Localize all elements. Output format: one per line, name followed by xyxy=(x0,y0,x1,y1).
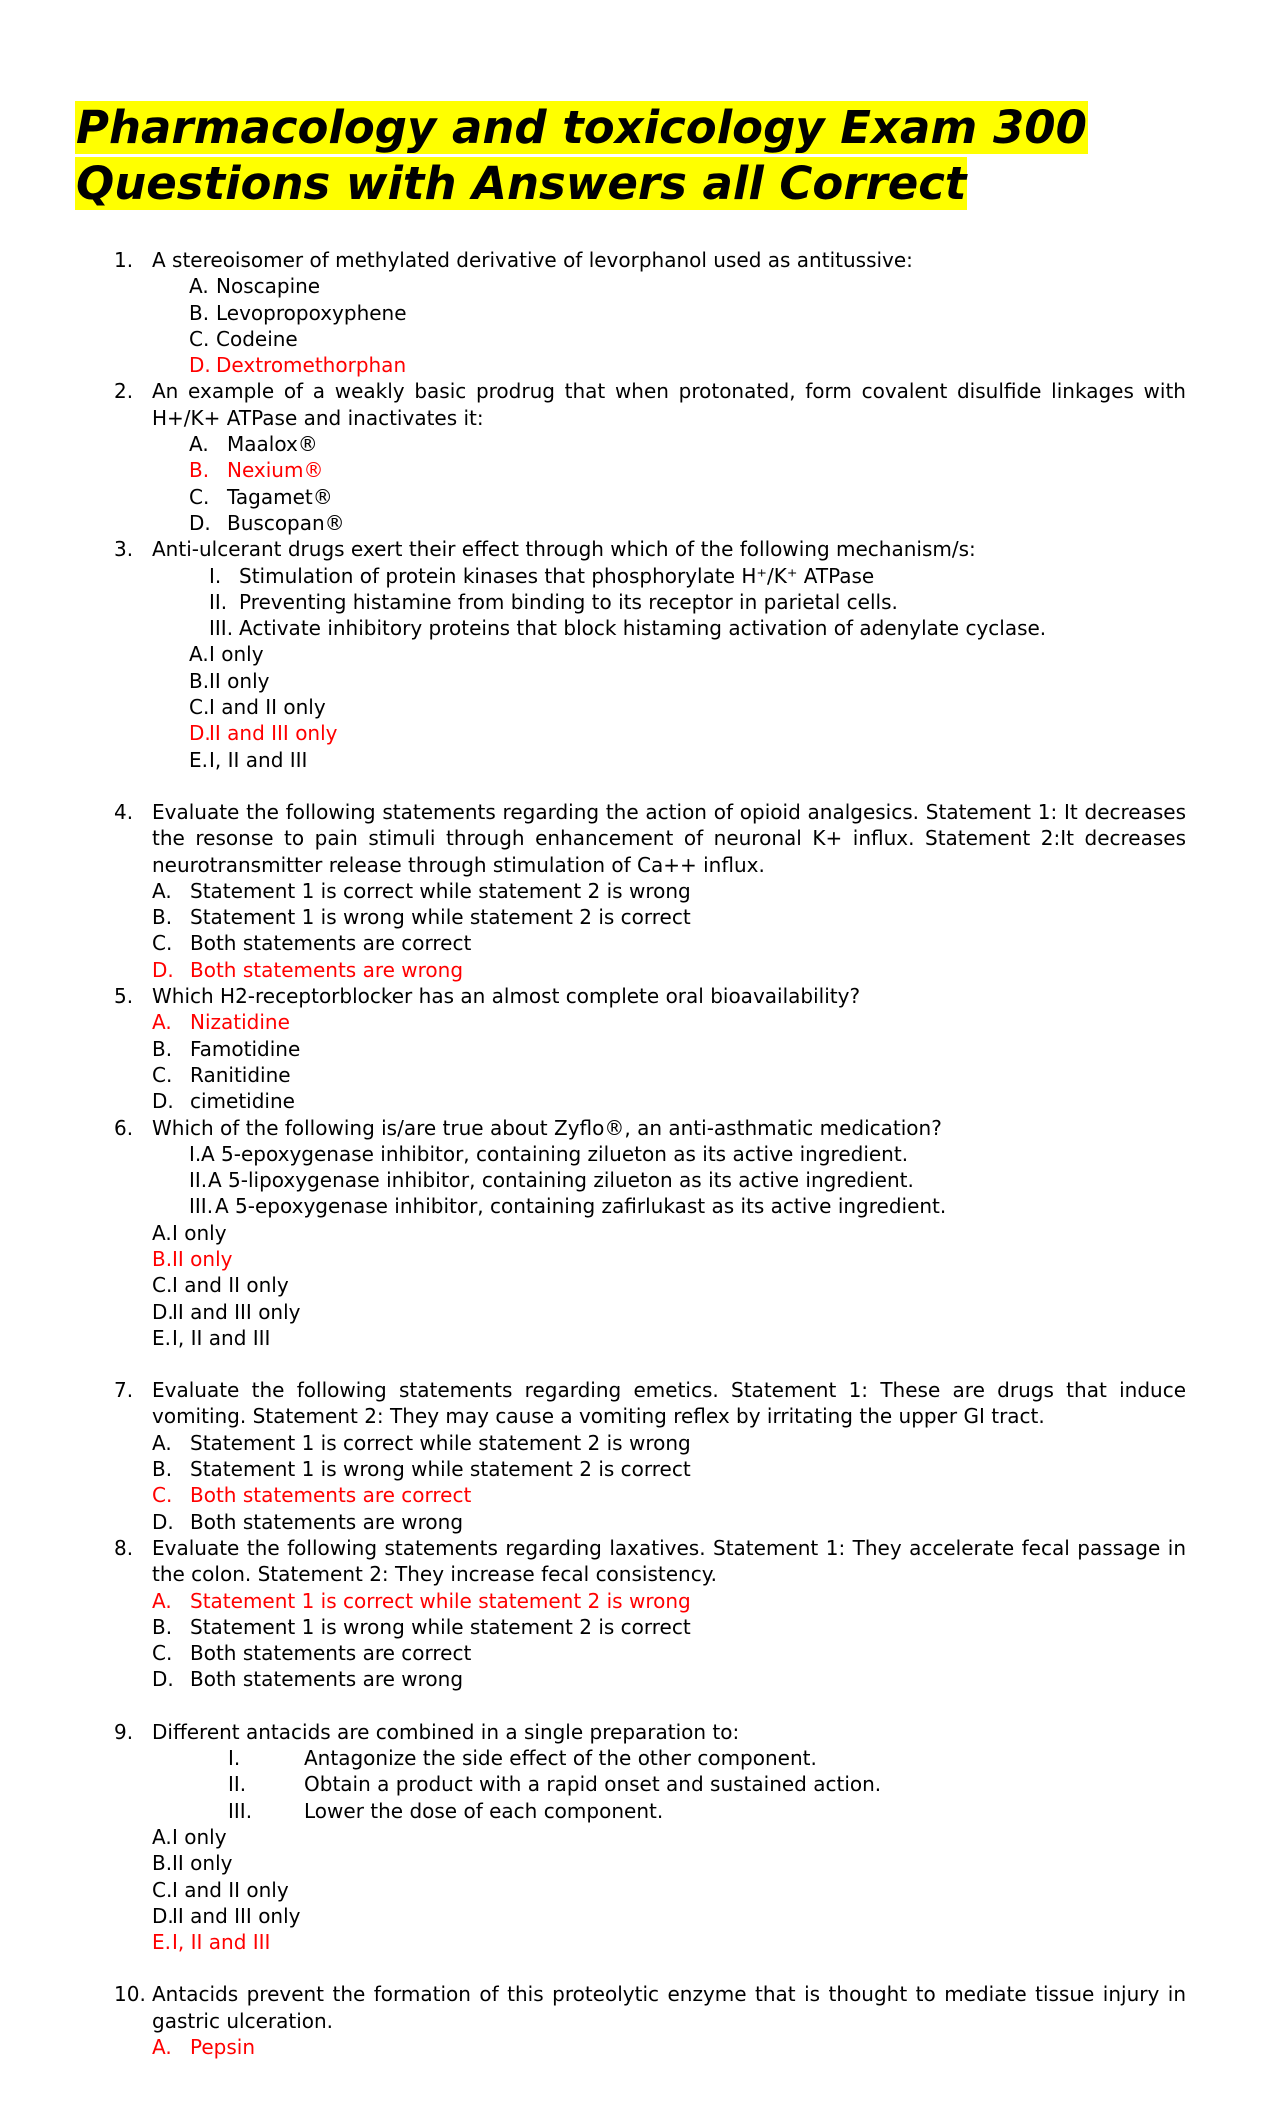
question-6 xyxy=(114,1115,1186,1352)
statement-ii: II. Obtain a product with a rapid onset and sustained action. xyxy=(228,1772,882,1797)
statement-ii: II.A 5-lipoxygenase inhibitor, containing zilueton as its active ingredient. xyxy=(189,1168,914,1193)
option-c-correct: C. Both statements are correct xyxy=(152,1483,472,1508)
question-number: 6. xyxy=(114,1115,134,1140)
question-list xyxy=(114,247,1186,2060)
option-e-correct: E.I, II and III xyxy=(152,1930,271,1955)
option-a-correct: A. Statement 1 is correct while statement 2 is wrong xyxy=(152,1588,691,1613)
question-3 xyxy=(114,536,1186,773)
option-a: A. Noscapine xyxy=(189,274,321,299)
question-text: Evaluate the following statements regarding laxatives. Statement 1: They accelerate fecal passage in the colon. Statement 2: They increase fecal consistency. xyxy=(152,1535,1186,1587)
option-c: C. Codeine xyxy=(189,326,298,351)
question-4 xyxy=(114,799,1186,983)
question-text: A stereoisomer of methylated derivative of levorphanol used as antitussive: xyxy=(152,248,913,272)
statement-ii: II. Preventing histamine from binding to its receptor in parietal cells. xyxy=(209,589,898,614)
question-number: 2. xyxy=(114,379,134,404)
question-text: An example of a weakly basic prodrug that when protonated, form covalent disulfide linkages with H+/K+ ATPase and inactivates it: xyxy=(152,379,1186,430)
option-a: A. Statement 1 is correct while statement 2 is wrong xyxy=(152,1430,691,1455)
option-c: C.I and II only xyxy=(152,1877,289,1902)
option-a-correct: A. Pepsin xyxy=(152,2035,255,2059)
statement-i: I.A 5-epoxygenase inhibitor, containing zilueton as its active ingredient. xyxy=(189,1141,909,1166)
question-number: 1. xyxy=(114,248,134,272)
question-number: 8. xyxy=(114,1535,134,1560)
question-5 xyxy=(114,983,1186,1114)
question-text: Which of the following is/are true about Zyflo®, an anti-asthmatic medication? xyxy=(152,1115,942,1140)
question-1 xyxy=(114,247,1186,378)
title-line-2: Questions with Answers all Correct xyxy=(76,157,967,210)
question-number: 4. xyxy=(114,799,134,824)
option-b: B. Levopropoxyphene xyxy=(189,300,407,325)
option-a: A. Statement 1 is correct while statement 2 is wrong xyxy=(152,878,691,903)
option-b: B.II only xyxy=(152,1851,233,1876)
option-c: C.I and II only xyxy=(152,1273,289,1298)
option-c: C. Both statements are correct xyxy=(152,1641,472,1666)
option-a: A.I only xyxy=(152,1220,227,1245)
option-b: B. Statement 1 is wrong while statement 2 is correct xyxy=(152,1457,691,1482)
question-text: Different antacids are combined in a single preparation to: xyxy=(152,1719,740,1744)
option-b: B. Statement 1 is wrong while statement 2 is correct xyxy=(152,905,691,930)
option-d-correct: D.II and III only xyxy=(189,721,338,746)
statement-iii: III. Lower the dose of each component. xyxy=(228,1798,664,1823)
option-d: D.II and III only xyxy=(152,1299,301,1324)
question-text: Antacids prevent the formation of this proteolytic enzyme that is thought to mediate tissue injury in gastric ulceration. xyxy=(152,1982,1186,2033)
title-line-1: Pharmacology and toxicology Exam 300 xyxy=(76,101,1087,154)
option-a: A.I only xyxy=(152,1824,227,1849)
option-d: D. Both statements are wrong xyxy=(152,1509,464,1534)
question-9 xyxy=(114,1719,1186,1956)
option-a-correct: A. Nizatidine xyxy=(152,1010,290,1035)
option-b-correct: B. Nexium® xyxy=(189,458,324,483)
statement-i: I. Antagonize the side effect of the other component. xyxy=(228,1746,817,1771)
option-e: E.I, II and III xyxy=(152,1325,271,1350)
option-d-correct: D. Dextromethorphan xyxy=(189,353,407,378)
option-c: C. Ranitidine xyxy=(152,1062,291,1087)
question-8 xyxy=(114,1535,1186,1693)
option-d: D.II and III only xyxy=(152,1903,301,1928)
option-e: E.I, II and III xyxy=(189,747,308,772)
option-b: B. Famotidine xyxy=(152,1036,301,1061)
question-text: Evaluate the following statements regarding the action of opioid analgesics. Statement 1: It decreases the resonse to pain stimuli through enhancement of neuronal K+ influx. Statement 2:It decreases neurotransmitter release through stimulation of Ca++ influx. xyxy=(152,799,1186,877)
statement-iii: III. Activate inhibitory proteins that block histaming activation of adenylate cyclase. xyxy=(209,616,1047,641)
option-d: D. Buscopan® xyxy=(189,510,345,535)
question-number: 3. xyxy=(114,537,134,562)
option-a: A. Maalox® xyxy=(189,432,318,457)
option-c: C. Tagamet® xyxy=(189,484,333,509)
question-10 xyxy=(114,1981,1186,2060)
question-text: Evaluate the following statements regarding emetics. Statement 1: These are drugs that induce vomiting. Statement 2: They may cause a vomiting reflex by irritating the upper GI tract. xyxy=(152,1378,1186,1429)
question-text: Which H2-receptorblocker has an almost complete oral bioavailability? xyxy=(152,984,861,1009)
option-a: A.I only xyxy=(189,642,264,667)
question-number: 9. xyxy=(114,1719,134,1744)
question-number: 5. xyxy=(114,984,134,1009)
document-title xyxy=(75,100,1175,212)
question-2 xyxy=(114,378,1186,536)
option-b: B. Statement 1 is wrong while statement 2 is correct xyxy=(152,1614,691,1639)
option-b: B.II only xyxy=(189,668,270,693)
option-d: D. cimetidine xyxy=(152,1089,295,1114)
question-text: Anti-ulcerant drugs exert their effect through which of the following mechanism/s: xyxy=(152,537,976,562)
statement-i: I. Stimulation of protein kinases that phosphorylate H⁺/K⁺ ATPase xyxy=(209,563,875,588)
option-d-correct: D. Both statements are wrong xyxy=(152,957,464,982)
statement-iii: III.A 5-epoxygenase inhibitor, containing zafirlukast as its active ingredient. xyxy=(189,1194,947,1219)
option-d: D. Both statements are wrong xyxy=(152,1667,464,1692)
question-7 xyxy=(114,1377,1186,1535)
option-c: C. Both statements are correct xyxy=(152,931,472,956)
option-c: C.I and II only xyxy=(189,695,326,720)
question-number: 10. xyxy=(114,1982,146,2007)
question-number: 7. xyxy=(114,1378,134,1403)
option-b-correct: B.II only xyxy=(152,1246,233,1271)
